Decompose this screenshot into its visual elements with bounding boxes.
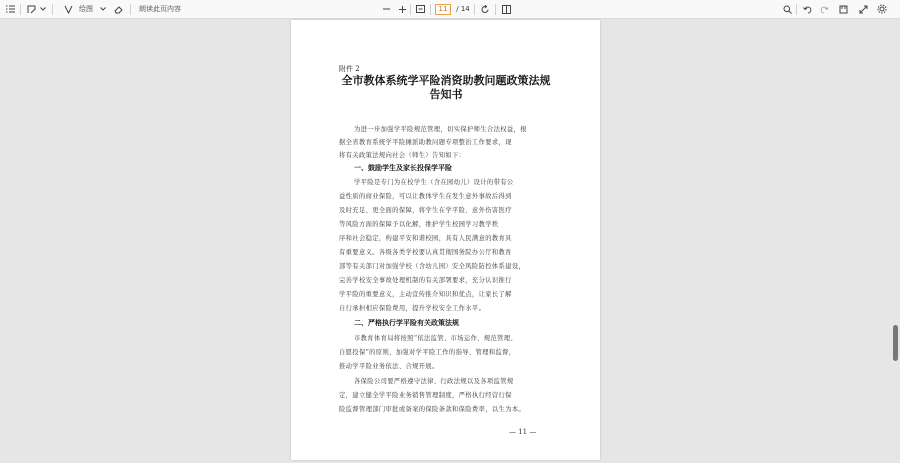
body-line: 学平险的重要意义，主动宣传推介知识和优点，让家长了解 <box>339 291 512 298</box>
settings-icon[interactable] <box>876 0 888 19</box>
body-line: 学平险是专门为在校学生（含在园幼儿）设计的带有公 <box>354 179 514 186</box>
body-line: 及时充足、更全面的保障，将学生在学平险、意外伤害医疗 <box>339 207 512 214</box>
chevron-down-icon[interactable] <box>99 0 107 19</box>
section-heading: 二、严格执行学平险有关政策法规 <box>354 319 459 327</box>
redo-icon[interactable] <box>818 0 830 19</box>
fit-page-icon[interactable] <box>414 0 426 19</box>
toolbar-divider <box>410 4 411 15</box>
total-pages: / 14 <box>456 5 470 13</box>
vertical-scrollbar-thumb[interactable] <box>893 325 898 361</box>
body-line: 据全省教育系统学平险摊派助教问题专项整治工作要求，现 <box>339 139 512 146</box>
chevron-down-icon[interactable] <box>39 0 47 19</box>
body-line: 完善学校安全事故处理机制的有关部署要求，充分认识推行 <box>339 277 512 284</box>
body-line: 等风险方面的保障予以化解，维护学生校园学习教学秩 <box>339 221 499 228</box>
page-view-icon[interactable] <box>500 0 512 19</box>
body-line: 推动学平险业务依法、合规开展。 <box>339 363 439 370</box>
save-icon[interactable] <box>837 0 849 19</box>
body-line: 有重要意义。各级各类学校要认真贯彻国务院办公厅和教育 <box>339 249 512 256</box>
body-line: 市教育体育局将按照“依法监管、市场运作、规范管理、 <box>354 335 518 342</box>
toolbar-divider <box>430 4 431 15</box>
draw-icon[interactable] <box>62 0 74 19</box>
body-line: 各保险公司要严格遵守法律、行政法规以及各项监管规 <box>354 378 514 385</box>
toolbar-divider <box>20 4 21 15</box>
document-page <box>291 20 600 460</box>
toolbar-divider <box>495 4 496 15</box>
toolbar-divider <box>130 4 131 15</box>
read-aloud-button[interactable]: 朗读此页内容 <box>139 5 181 13</box>
zoom-out-icon[interactable] <box>381 0 391 19</box>
zoom-in-icon[interactable] <box>397 0 407 19</box>
body-line: 序和社会稳定，构建平安和谐校园，具有人民满意的教育具 <box>339 235 512 242</box>
draw-mode-label[interactable]: 绘图 <box>79 5 93 13</box>
body-line: 将有关政策法规向社会（师生）告知如下： <box>339 152 466 159</box>
body-line: 险监督管理部门审批或备案的保险条款和保险费率，以生为本。 <box>339 406 526 413</box>
toolbar <box>0 0 900 19</box>
contents-icon[interactable] <box>4 0 16 19</box>
toolbar-divider <box>52 4 53 15</box>
rotate-icon[interactable] <box>479 0 491 19</box>
body-line: 为进一步加强学平险规范管理，切实保护师生合法权益，根 <box>354 126 527 133</box>
page-number: — 11 — <box>509 428 537 436</box>
attachment-label: 附件 2 <box>339 65 360 73</box>
fullscreen-icon[interactable] <box>857 0 869 19</box>
body-line: 定，建立健全学平险业务销售管理制度，严格执行经营行保 <box>339 392 512 399</box>
toolbar-divider <box>474 4 475 15</box>
search-icon[interactable] <box>781 0 793 19</box>
body-line: 自行承担相应保险费用，提升学校安全工作水平。 <box>339 305 486 312</box>
highlight-icon[interactable] <box>25 0 37 19</box>
undo-icon[interactable] <box>801 0 813 19</box>
body-line: 益性质的商业保险，可以让教体学生在发生意外事故后得到 <box>339 193 512 200</box>
body-line: 自愿投保”的原则，加强对学平险工作的指导、管理和监督， <box>339 349 516 356</box>
body-line: 部等有关部门对加强学校（含幼儿园）安全风险防控体系建设， <box>339 263 526 270</box>
eraser-icon[interactable] <box>113 0 125 19</box>
section-heading: 一、鼓励学生及家长投保学平险 <box>354 164 452 172</box>
toolbar-divider <box>796 4 797 15</box>
page-title <box>331 74 561 102</box>
current-page-input[interactable]: 11 <box>435 4 451 15</box>
title-line: 告知书 <box>429 88 463 101</box>
title-line: 全市教体系统学平险消资助教问题政策法规 <box>341 74 551 87</box>
